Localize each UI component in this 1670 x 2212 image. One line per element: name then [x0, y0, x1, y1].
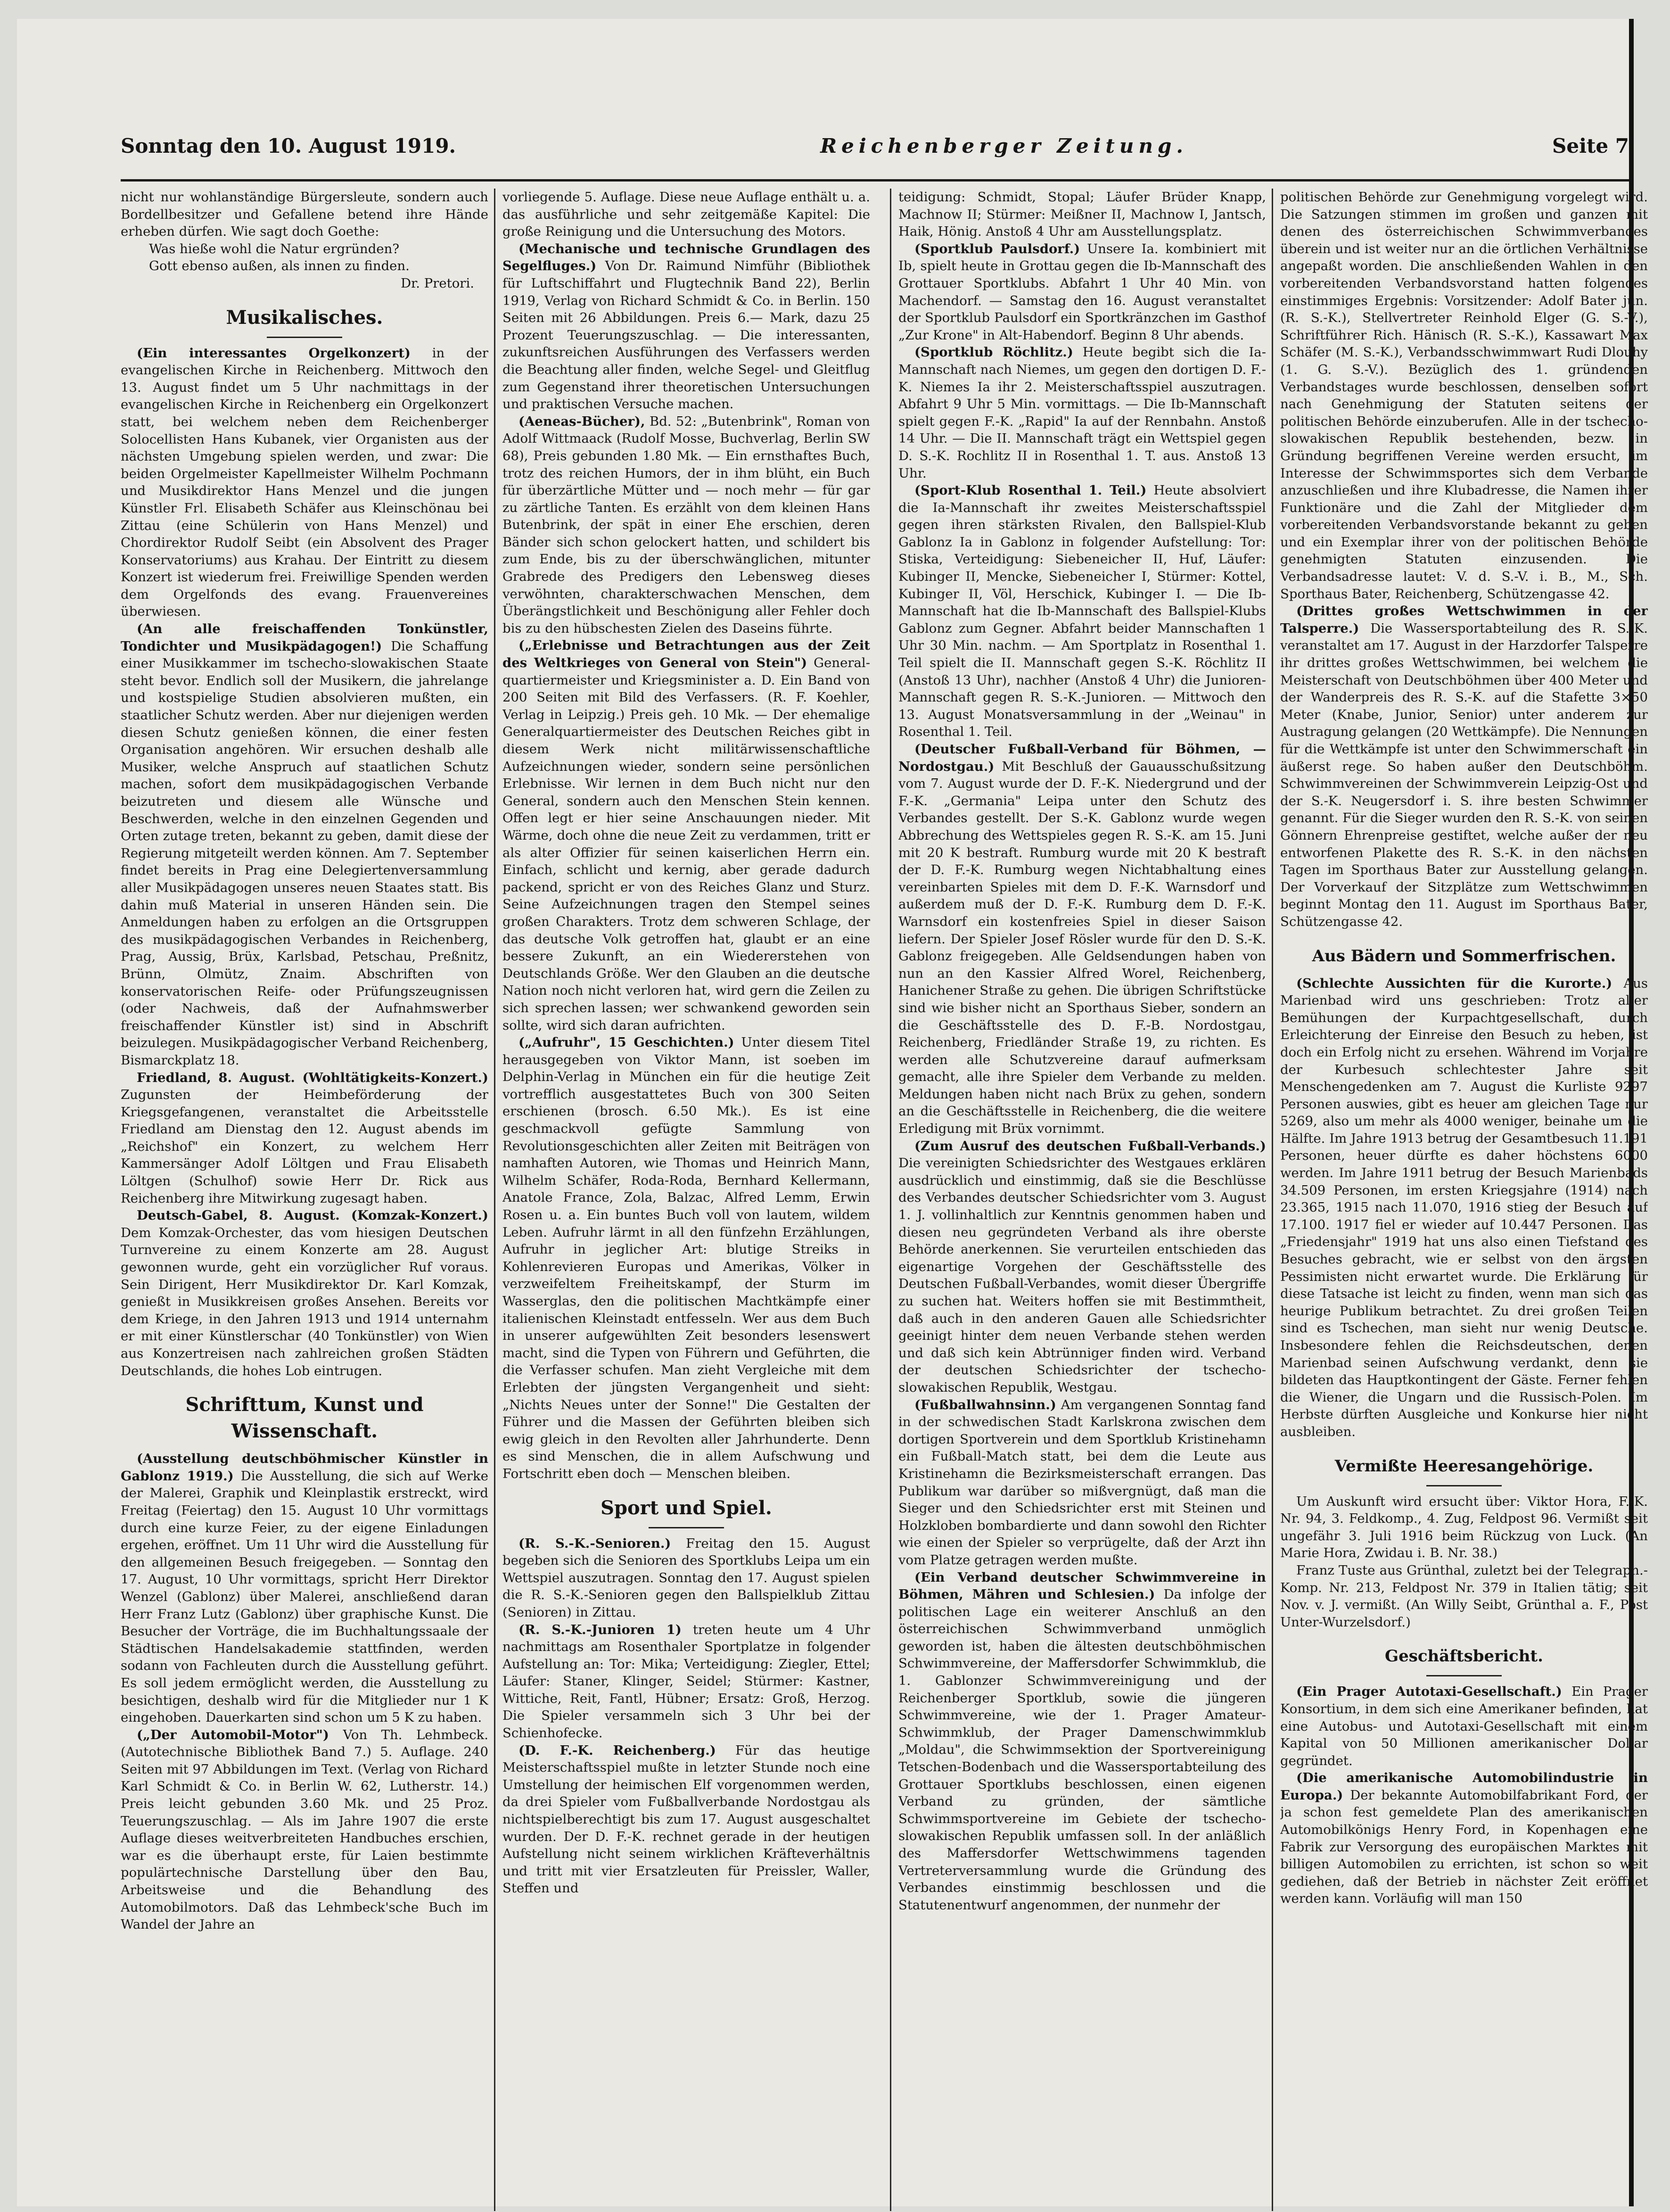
article-continuation: politischen Behörde zur Genehmigung vorgelegt wird. Die Satzungen stimmen im großen und ganzen mit denen des österreichischen Schwimmverbandes überein und ist weiter nur an die örtlichen Verhältnisse angepaßt worden. Die anschließenden Wahlen in den vorbereitenden Verbandsvorstand hatten folgendes einstimmiges Ergebnis: Vorsitzender: Adolf Bater jun. (R. S.-K.), Stellvertreter Reinhold Elger (G. S.-V.), Schriftführer Rich. Hänisch (R. S.-K.), Kassawart Max Schäfer (M. S.-K.), Verbandsschwimmwart Rudi Dlouhy (1. G. S.-V.). Bezüglich des 1. gründenden Verbandstages wurde beschlossen, denselben sofort nach Genehmigung der Statuten seitens der politischen Behörde einzuberufen. Alle in der tschecho-slowakischen Republik bestehenden, bezw. in Gründung begriffenen Vereine werden ersucht, im Interesse der Schwimmsportes sich dem Verbande anzuschließen und ihre Klubadresse, die Namen ihrer Funktionäre und die Zahl der Mitglieder dem vorbereitenden Verbandsvorstande bekannt zu geben und ein Exemplar ihrer von der politischen Behörde genehmigten Statuten einzusenden. Die Verbandsadresse lautet: V. d. S.-V. i. B., M., Sch. Sporthaus Bater, Reichenberg, Schützengasse 42. [1280, 190, 1648, 602]
column-divider [494, 189, 495, 2211]
article-continuation: teidigung: Schmidt, Stopal; Läufer Brüder Knapp, Machnow II; Stürmer: Meißner II, Machnow I, Jantsch, Haik, Hönig. Anstoß 4 Uhr am Ausstellungsplatz. [898, 190, 1266, 239]
item-title: („Aufruhr", 15 Geschichten.) [518, 1035, 734, 1050]
news-item [121, 1450, 488, 1726]
item-title: Deutsch-Gabel, 8. August. (Komzak-Konzert.) [137, 1208, 488, 1223]
item-title: (R. S.-K.-Junioren 1) [518, 1622, 682, 1637]
newspaper-title: Reichenberger Zeitung. [820, 134, 1188, 157]
section-heading-sport: Sport und Spiel. [601, 1496, 772, 1519]
item-body: Die Ausstellung, die sich auf Werke der Malerei, Graphik und Kleinplastik erstreckt, wird Freitag (Feiertag) den 15. August 10 Uhr vormittags durch eine kurze Feier, zu der eigene Einladungen ergehen, eröffnet. Um 11 Uhr wird die Ausstellung für den allgemeinen Besuch freigegeben. — Sonntag den 17. August, 10 Uhr vormittags, spricht Herr Direktor Wenzel (Gablonz) über Malerei, anschließend daran Herr Franz Lutz (Gablonz) über graphische Kunst. Die Besucher der Vorträge, die im Buchhaltungssaale der Städtischen Handelsakademie stattfinden, werden sodann von Fachleuten durch die Ausstellung geführt. Es soll jedem ermöglicht werden, die Ausstellung zu besichtigen, deshalb wird für die Mitglieder nur 1 K eingehoben. Dauerkarten sind schon um 5 K zu haben. [121, 1468, 488, 1725]
item-title: (Fußballwahnsinn.) [914, 1397, 1056, 1412]
header-rule [121, 179, 1629, 182]
heading-rule [1426, 1675, 1502, 1676]
heading-rule [649, 1527, 724, 1528]
news-item [502, 240, 870, 413]
column-3 [898, 189, 1266, 2211]
page-number: Seite 7 [1552, 134, 1629, 157]
verse-line: Gott ebenso außen, als innen zu finden. [149, 258, 410, 274]
item-body: Am vergangenen Sonntag fand in der schwedischen Stadt Karlskrona zwischen dem dortigen Sportverein und dem Sportklub Kristinehamn ein Fußball-Match statt, bei dem die Leute aus Kristinehamn die Bezirksmeisterschaft errangen. Das Publikum war darüber so mißvergnügt, daß man die Sieger und den Schiedsrichter erst mit Steinen und Holzkloben bombardierte und dann sowohl den Richter wie einen der Spieler so verprügelte, daß der Arzt ihn vom Platze getragen werden mußte. [898, 1397, 1266, 1568]
column-1 [121, 189, 488, 2211]
item-body: Die vereinigten Schiedsrichter des Westgaues erklären ausdrücklich und einstimmig, daß sie die Beschlüsse des Verbandes deutscher Schiedsrichter vom 3. August 1. J. vollinhaltlich zur Kenntnis genommen haben und diesen neu gegründeten Verband als ihre oberste Behörde anerkennen. Sie verurteilen entschieden das eigenartige Vorgehen der Geschäftsstelle des Deutschen Fußball-Verbandes, womit dieser Übergriffe zu suchen hat. Weiters hoffen sie mit Bestimmtheit, daß auch in den anderen Gauen alle Schiedsrichter geeinigt hinter dem neuen Verbande stehen werden und daß sich kein Abtrünniger finden wird. Verband der deutschen Schiedsrichter der tschecho-slowakischen Republik, Westgau. [898, 1156, 1266, 1395]
item-body: Zugunsten der Heimbeförderung der Kriegsgefangenen, veranstaltet die Arbeitsstelle Friedland am Dienstag den 12. August abends im „Reichshof" ein Konzert, zu welchem Herr Kammersänger Adolf Löltgen und Frau Elisabeth Löltgen (Schulhof) sowie Herr Dr. Rick aus Reichenberg ihre Mitwirkung zugesagt haben. [121, 1087, 488, 1206]
item-body: Die Wassersportabteilung des R. S.-K. veranstaltet am 17. August in der Harzdorfer Talsperre ihr drittes großes Wettschwimmen, bei welchem die Meisterschaft von Deutschböhmen über 400 Meter und der Wanderpreis des R. S.-K. auf die Stafette 3×50 Meter (Knabe, Junior, Senior) unter anderem zur Austragung gelangen (20 Wettkämpfe). Die Nennungen für die Wettkämpfe ist unter den Schwimmerschaft ein äußerst rege. So haben außer den Deutschböhm. Schwimmvereinen der Schwimmverein Leipzig-Ost und der S.-K. Neugersdorf i. S. ihre besten Schwimmer genannt. Für die Sieger wurden den R. S.-K. von seinen Gönnern Ehrenpreise gestiftet, welche außer der neu entworfenen Plakette des R. S.-K. in den nächsten Tagen im Sporthaus Bater zur Ausstellung gelangen. Der Vorverkauf der Sitzplätze zum Wettschwimmen beginnt Montag den 11. August im Sporthaus Bater, Schützengasse 42. [1280, 620, 1648, 929]
news-item [502, 1034, 870, 1482]
section-heading-missing-soldiers: Vermißte Heeresangehörige. [1334, 1456, 1594, 1476]
section-heading-literature: Schrifttum, Kunst und Wissenschaft. [185, 1394, 424, 1443]
section-heading-business: Geschäftsbericht. [1385, 1647, 1543, 1666]
column-2 [502, 189, 870, 2211]
item-body: Heute begibt sich die Ia-Mannschaft nach Niemes, um gegen den dortigen D. F.-K. Niemes Ia ihr 2. Meisterschaftsspiel auszutragen. Abfahrt 9 Uhr 5 Min. vormittags. — Die Ib-Mannschaft spielt gegen F.-K. „Rapid" Ia auf der Rennbahn. Anstoß 14 Uhr. — Die II. Mannschaft trägt ein Wettspiel gegen D. S.-K. Rochlitz II in Rosenthal 1. T. aus. Anstoß 13 Uhr. [898, 345, 1266, 481]
news-item [121, 1207, 488, 1379]
news-item: Franz Tuste aus Grünthal, zuletzt bei der Telegraph.-Komp. Nr. 213, Feldpost Nr. 379 in Italien tätig; seit Nov. v. J. vermißt. (An Willy Seibt, Grünthal a. F., Post Unter-Wurzelsdorf.) [1280, 1562, 1648, 1630]
section-heading-music: Musikalisches. [226, 306, 383, 329]
news-item [898, 344, 1266, 482]
news-item [1280, 603, 1648, 930]
column-divider [1272, 189, 1273, 2211]
item-title: (Ein interessantes Orgelkonzert) [137, 345, 411, 361]
item-title: (Deutscher Fußball-Verband für Böhmen, — Nordostgau.) [898, 742, 1266, 774]
news-item [898, 1569, 1266, 1914]
heading-rule [1426, 1485, 1502, 1486]
item-title: (Mechanische und technische Grundlagen des Segelfluges.) [502, 241, 870, 274]
item-title: (Sportklub Paulsdorf.) [914, 241, 1080, 256]
item-title: (Schlechte Aussichten für die Kurorte.) [1296, 975, 1612, 991]
item-body: Der bekannte Automobilfabrikant Ford, der ja schon fest gemeldete Plan des amerikanischen Automobilkönigs Henry Ford, in Kopenhagen eine Fabrik zur Versorgung des europäischen Marktes mit billigen Automobilen zu errichten, ist schon so weit gediehen, daß der Betrieb in nächster Zeit eröffnet werden kann. Vorläufig will man 150 [1280, 1787, 1648, 1907]
news-item [121, 1726, 488, 1933]
verse-line: Was hieße wohl die Natur ergründen? [149, 241, 400, 256]
column-divider [890, 189, 891, 2211]
item-body: Unsere Ia. kombiniert mit Ib, spielt heute in Grottau gegen die Ib-Mannschaft des Grottauer Sportklubs. Abfahrt 1 Uhr 40 Min. von Machendorf. — Samstag den 16. August veranstaltet der Sportklub Paulsdorf ein Sportkränzchen im Gasthof „Zur Krone" in Alt-Habendorf. Beginn 8 Uhr abends. [898, 241, 1266, 343]
news-item [898, 1138, 1266, 1396]
news-item [502, 1742, 870, 1897]
item-title: (Ein Verband deutscher Schwimmvereine in Böhmen, Mähren und Schlesien.) [898, 1569, 1266, 1602]
page-header [121, 134, 1629, 177]
item-body: Freitag den 15. August begeben sich die Senioren des Sportklubs Leipa um ein Wettspiel auszutragen. Sonntag den 17. August spielen die R. S.-K.-Senioren gegen den Ballspielklub Zittau (Senioren) in Zittau. [502, 1535, 870, 1620]
news-item [1280, 1683, 1648, 1769]
news-item [121, 1069, 488, 1207]
item-title: (Die amerikanische Automobilindustrie in Europa.) [1280, 1770, 1648, 1803]
item-body: in der evangelischen Kirche in Reichenberg. Mittwoch den 13. August findet um 5 Uhr nachmittags in der evangelischen Kirche in Reichenberg ein Orgelkonzert statt, bei welchem neben dem Reichenberger Solocellisten Hans Kubanek, vier Organisten aus der nächsten Umgebung spielen werden, und zwar: Die beiden Orgelmeister Kapellmeister Wilhelm Pochmann und Musikdirektor Hans Menzel und die jungen Künstler Frl. Elisabeth Schäfer aus Kleinschönau bei Zittau (eine Schülerin von Hans Menzel) und Chordirektor Rudolf Seibt (ein Absolvent des Prager Konservatoriums) aus Krahau. Der Eintritt zu diesem Konzert ist wiederum frei. Freiwillige Spenden werden dem Orgelfonds des evang. Frauenvereines überwiesen. [121, 345, 488, 619]
item-title: (An alle freischaffenden Tonkünstler, Tondichter und Musikpädagogen!) [121, 621, 488, 654]
item-title: („Der Automobil-Motor") [137, 1727, 329, 1742]
item-title: (D. F.-K. Reichenberg.) [518, 1742, 716, 1758]
item-title: (R. S.-K.-Senioren.) [518, 1535, 671, 1551]
news-item [502, 637, 870, 1034]
news-item [1280, 1769, 1648, 1907]
item-body: Die Schaffung einer Musikkammer im tschecho-slowakischen Staate steht bevor. Endlich soll der Musikern, die jahrelange und kostspielige Studien absolvieren mußten, ein staatlicher Schutz werden. Aber nur diejenigen werden diesen Schutz genießen können, die einer festen Organisation angehören. Wir ersuchen deshalb alle Musiker, welche Anspruch auf staatlichen Schutz machen, sofort dem musikpädagogischen Verbande beizutreten und diesem alle Wünsche und Beschwerden, welche in den einzelnen Gegenden und Orten zutage treten, bekannt zu geben, damit diese der Regierung mitgeteilt werden können. Am 7. September findet bereits in Prag eine Delegiertenversammlung aller Musikpädagogen unseres neuen Staates statt. Bis dahin muß Material in unseren Händen sein. Die Anmeldungen haben zu erfolgen an die Ortsgruppen des musikpädagogischen Verbandes in Reichenberg, Prag, Aussig, Brüx, Karlsbad, Petschau, Preßnitz, Brünn, Olmütz, Znaim. Abschriften von konservatorischen Reife- oder Prüfungszeugnissen (oder Nachweis, daß der Aufnahmswerber freischaffender Künstler ist) sind in Abschrift beizulegen. Musikpädagogischer Verband Reichenberg, Bismarckplatz 18. [121, 638, 488, 1068]
column-4 [1280, 189, 1648, 2211]
item-body: Von Dr. Raimund Nimführ (Bibliothek für Luftschiffahrt und Flugtechnik Band 22), Berlin 1919, Verlag von Richard Schmidt & Co. in Berlin. 150 Seiten mit 26 Abbildungen. Preis 6.— Mark, dazu 25 Prozent Teuerungszuschlag. — Die interessanten, zukunftsreichen Ausführungen des Verfassers werden die Beachtung aller finden, welche Segel- und Gleitflug zum Gegenstand ihrer theoretischen Untersuchungen und praktischen Versuche machen. [502, 258, 870, 412]
news-item [121, 345, 488, 621]
newspaper-page [17, 19, 1648, 2206]
section-heading-baths: Aus Bädern und Sommerfrischen. [1312, 946, 1616, 966]
item-body: Unter diesem Titel herausgegeben von Viktor Mann, ist soeben im Delphin-Verlag in München ein für die heutige Zeit vortrefflich ausgestattetes Buch von 300 Seiten erschienen (brosch. 6.50 Mk.). Es ist eine geschmackvoll gefügte Sammlung von Revolutionsgeschichten aller Zeiten mit Beiträgen von namhaften Autoren, wie Thomas und Heinrich Mann, Wilhelm Schäfer, Roda-Roda, Bernhard Kellermann, Anatole France, Zola, Balzac, Alfred Lemm, Erwin Rosen u. a. Ein buntes Buch voll von lautem, wildem Leben. Aufruhr lärmt in all den fünfzehn Erzählungen, Aufruhr in jeglicher Art: blutige Streiks in Kohlenrevieren Europas und Amerikas, Völker in verzweifeltem Freiheitskampf, der Sturm im Wasserglas, den die politischen Machtkämpfe einer italienischen Kleinstadt entfesseln. Wer aus dem Buch in unserer aufgewühlten Zeit besonders lesenswert macht, sind die Typen von Führern und Geführten, die die Verfasser schufen. Man zieht Vergleiche mit dem Erlebten der jüngsten Vergangenheit und sieht: „Nichts Neues unter der Sonne!" Die Gestalten der Führer und die Massen der Geführten bleiben sich ewig gleich in den Revolten aller Jahrhunderte. Denn es sind Menschen, die in allem Aufschwung und Fortschritt eben doch — Menschen bleiben. [502, 1035, 870, 1481]
item-body: Von Th. Lehmbeck. (Autotechnische Bibliothek Band 7.) 5. Auflage. 240 Seiten mit 97 Abbildungen im Text. (Verlag von Richard Karl Schmidt & Co. in Berlin W. 62, Lutherstr. 14.) Preis leicht gebunden 3.60 Mk. und 25 Proz. Teuerungszuschlag. — Als im Jahre 1907 die erste Auflage dieses weitverbreiteten Handbuches erschien, war es die überhaupt erste, für Laien bestimmte populärtechnische Darstellung über den Bau, Arbeitsweise und die Behandlung des Automobilmotors. Daß das Lehmbeck'sche Buch im Wandel der Jahre an [121, 1727, 488, 1932]
news-item [121, 620, 488, 1069]
item-body: Dem Komzak-Orchester, das vom hiesigen Deutschen Turnvereine zu einem Konzerte am 28. August gewonnen wurde, geht ein vorzüglicher Ruf voraus. Sein Dirigent, Herr Musikdirektor Dr. Karl Komzak, genießt in Musikkreisen großes Ansehen. Bereits vor dem Kriege, in den Jahren 1913 und 1914 unternahm er mit einer Künstlerschar (40 Tonkünstler) von Wien aus Konzertreisen nach zahlreichen großen Städten Deutschlands, die hohes Lob eintrugen. [121, 1225, 488, 1378]
item-title: (Zum Ausruf des deutschen Fußball-Verbands.) [914, 1138, 1266, 1154]
item-body: Ein Prager Konsortium, in dem sich eine Amerikaner befinden, hat eine Autobus- und Autotaxi-Gesellschaft mit einem Kapital von 50 Millionen amerikanischer Dollar gegründet. [1280, 1684, 1648, 1768]
item-body: Mit Beschluß der Gauausschußsitzung vom 7. August wurde der D. F.-K. Niedergrund und der F.-K. „Germania" Leipa unter den Schutz des Verbandes gestellt. Der S.-K. Gablonz wurde wegen Abbrechung des Wettspieles gegen R. S.-K. am 15. Juni mit 20 K bestraft. Rumburg wurde mit 20 K bestraft der D. F.-K. Rumburg wegen Nichtabhaltung eines vereinbarten Spieles mit dem D. F.-K. Warnsdorf und außerdem muß der D. F.-K. Rumburg dem D. F.-K. Warnsdorf ein kostenfreies Spiel in dieser Saison liefern. Der Spieler Josef Rösler wurde für den D. S.-K. Gablonz freigegeben. Alle Geldsendungen haben von nun an den Kassier Alfred Worel, Reichenberg, Hanichener Straße zu gehen. Die übrigen Schriftstücke sind wie bisher nicht an Sporthaus Sieber, sondern an die Geschäftsstelle des D. F.-B. Nordostgau, Reichenberg, Friedländer Straße 19, zu richten. Es werden alle Schutzvereine darauf aufmerksam gemacht, alle ihre Spieler dem Verbande zu melden. Meldungen haben nicht nach Brüx zu gehen, sondern an die Geschäftsstelle in Reichenberg, die die weitere Erledigung mit Brüx vornimmt. [898, 759, 1266, 1137]
item-body: Bd. 52: „Butenbrink", Roman von Adolf Wittmaack (Rudolf Mosse, Buchverlag, Berlin SW 68), Preis gebunden 1.80 Mk. — Ein ernsthaftes Buch, trotz des reichen Humors, der in ihm blüht, ein Buch für überzärtliche Mütter und — noch mehr — für gar zu zärtliche Tanten. Es erzählt von dem kleinen Hans Butenbrink, der spät in einer Ehe erschien, deren Bänder sich schon gelockert hatten, und schildert bis zum Ende, bis zu der überschwänglichen, mitunter Grabrede des Predigers den Lebensweg dieses verwöhnten, charakterschwachen Menschen, dem Überängstlichkeit und Beschönigung aller Fehler doch bis zu den hübschesten Zielen des Daseins führte. [502, 413, 870, 636]
news-item [898, 482, 1266, 741]
item-body: Für das heutige Meisterschaftsspiel mußte in letzter Stunde noch eine Umstellung der heimischen Elf vorgenommen werden, da drei Spieler vom Fußballverbande Nordostgau als nichtspielberechtigt bis zum 17. August ausgeschaltet wurden. Der D. F.-K. rechnet gerade in der heutigen Aufstellung nicht seinem wirklichen Kräfteverhältnis und tritt mit vier Ersatzleuten für Preissler, Waller, Steffen und [502, 1742, 870, 1896]
article-continuation: nicht nur wohlanständige Bürgersleute, sondern auch Bordellbesitzer und Gefallene betend ihre Hände erheben dürfen. Wie sagt doch Goethe: [121, 190, 488, 239]
item-title: (Sport-Klub Rosenthal 1. Teil.) [914, 483, 1147, 498]
item-title: (Sportklub Röchlitz.) [914, 345, 1073, 360]
item-title: (Drittes großes Wettschwimmen in der Talsperre.) [1280, 603, 1648, 636]
news-item [898, 741, 1266, 1138]
item-title: („Erlebnisse und Betrachtungen aus der Zeit des Weltkrieges von General von Stein") [502, 638, 870, 671]
heading-rule [267, 337, 342, 338]
news-item [898, 1396, 1266, 1569]
item-body: treten heute um 4 Uhr nachmittags am Rosenthaler Sportplatze in folgender Aufstellung an: Tor: Mika; Verteidigung: Ziegler, Ettel; Läufer: Staner, Klinger, Seidel; Stürmer: Kastner, Wittiche, Reit, Fantl, Hübner; Ersatz: Groß, Herzog. Die Spieler versammeln sich 3 Uhr bei der Schienhofecke. [502, 1622, 870, 1741]
item-body: General-quartiermeister und Kriegsminister a. D. Ein Band von 200 Seiten mit Bild des Verfassers. (R. F. Koehler, Verlag in Leipzig.) Preis geh. 10 Mk. — Der ehemalige Generalquartiermeister des Deutschen Reiches gibt in diesem Werk nicht militärwissenschaftliche Aufzeichnungen wieder, sondern seine persönlichen Erlebnisse. Wir lernen in dem Buch nicht nur den General, sondern auch den Menschen Stein kennen. Offen legt er hier seine Anschauungen nieder. Mit Wärme, doch ohne die neue Zeit zu verdammen, tritt er als alter Offizier für seinen kaiserlichen Herrn ein. Einfach, schlicht und kernig, aber gerade dadurch packend, spricht er von des Reiches Glanz und Sturz. Seine Aufzeichnungen tragen den Stempel seines großen Charakters. Trotz dem schweren Schlage, der das deutsche Volk getroffen hat, glaubt er an eine bessere Zukunft, an ein Wiedererstehen von Deutschlands Größe. Wer den Glauben an die deutsche Nation noch nicht verloren hat, wird gern die Zeilen zu sich sprechen lassen; wer schwankend geworden sein sollte, wird sich daran aufrichten. [502, 655, 870, 1033]
item-body: Aus Marienbad wird uns geschrieben: Trotz aller Bemühungen der Kurpachtgesellschaft, durch Erleichterung der Einreise den Besuch zu heben, ist doch ein Erfolg nicht zu ersehen. Während im Vorjahre der Kurbesuch schlechtester Jahre seit Menschengedenken am 7. August die Kurliste 9297 Personen auswies, gibt es heuer am gleichen Tage nur 5269, also um mehr als 4000 weniger, beinahe um die Hälfte. Im Jahre 1913 betrug der Gesamtbesuch 11.191 Personen, heuer dürfte es daher höchstens 6000 werden. Im Jahre 1911 betrug der Besuch Marienbads 34.509 Personen, im ersten Kriegsjahre (1914) nach 23.365, 1915 nach 11.070, 1916 stieg der Besuch auf 17.100. 1917 fiel er wieder auf 10.447 Personen. Das „Friedensjahr" 1919 hat uns also einen Tiefstand des Besuches gebracht, wie er selbst von den ärgsten Pessimisten nicht erwartet wurde. Die Erklärung für diese Tatsache ist leicht zu finden, wenn man sich das heurige Publikum betrachtet. Zu drei großen Teilen sind es Tschechen, man sieht nur wenig Deutsche. Insbesondere fehlen die Reichsdeutschen, denen Marienbad seinen Aufschwung verdankt, denn sie bildeten das Hauptkontingent der Gäste. Ferner fehlen die Wiener, die Ungarn und die Russisch-Polen. Im Herbste dürften Ausgleiche und Konkurse hier nicht ausbleiben. [1280, 975, 1648, 1439]
item-title: Friedland, 8. August. (Wohltätigkeits-Konzert.) [137, 1070, 488, 1085]
article-continuation: vorliegende 5. Auflage. Diese neue Auflage enthält u. a. das ausführliche und sehr zeitgemäße Kapitel: Die große Reinigung und die Untersuchung des Motors. [502, 190, 870, 239]
item-body: Heute absolviert die Ia-Mannschaft ihr zweites Meisterschaftsspiel gegen ihren stärksten Rivalen, den Ballspiel-Klub Gablonz Ia in Gablonz in folgender Aufstellung: Tor: Stiska, Verteidigung: Siebeneicher II, Huf, Läufer: Kubinger II, Mencke, Siebeneicher I, Stürmer: Kottel, Kubinger II, Völ, Herschick, Kubinger I. — Die Ib-Mannschaft hat die Ib-Mannschaft des Ballspiel-Klubs Gablonz zum Gegner. Abfahrt beider Mannschaften 1 Uhr 30 Min. nachm. — Am Sportplatz in Rosenthal 1. Teil spielt die II. Mannschaft gegen S.-K. Röchlitz II (Anstoß 13 Uhr), nachher (Anstoß 4 Uhr) die Junioren-Mannschaft gegen R. S.-K.-Junioren. — Mittwoch den 13. August Monatsversammlung in der „Weinau" in Rosenthal 1. Teil. [898, 483, 1266, 740]
news-item [1280, 975, 1648, 1441]
header-date: Sonntag den 10. August 1919. [121, 134, 456, 157]
news-item [898, 240, 1266, 344]
news-item [502, 413, 870, 637]
item-title: (Ausstellung deutschböhmischer Künstler in Gablonz 1919.) [121, 1451, 488, 1484]
news-item [502, 1535, 870, 1621]
item-title: (Ein Prager Autotaxi-Gesellschaft.) [1296, 1684, 1562, 1700]
news-item [502, 1621, 870, 1742]
news-item: Um Auskunft wird ersucht über: Viktor Hora, F.-K. Nr. 94, 3. Feldkomp., 4. Zug, Feldpost 96. Vermißt seit ungefähr 3. Juli 1916 beim Rückzug von Luck. (An Marie Hora, Zwidau i. B. Nr. 38.) [1280, 1494, 1648, 1561]
author-signature: Dr. Pretori. [401, 275, 474, 291]
item-title: (Aeneas-Bücher), [518, 413, 645, 429]
item-body: Da infolge der politischen Lage ein weiterer Anschluß an den österreichischen Schwimmverband unmöglich geworden ist, haben die ältesten deutschböhmischen Schwimmvereine, der Maffersdorfer Schwimmklub, die 1. Gablonzer Schwimmvereinigung und der Reichenberger Sportklub, sowie die jüngeren Schwimmvereine, wie der 1. Prager Amateur-Schwimmklub, der Prager Damenschwimmklub „Moldau", die Schwimmsektion der Sportvereinigung Tetschen-Bodenbach und die Wassersportabteilung des Grottauer Sportklubs beschlossen, einen eigenen Verband zu gründen, der sämtliche Schwimmsportvereine im Gebiete der tschecho-slowakischen Republik umfassen soll. In der anläßlich des Maffersdorfer Wettschwimmens tagenden Vertreterversammlung wurde die Gründung des Verbandes einstimmig beschlossen und die Statutenentwurf angenommen, der nunmehr der [898, 1587, 1266, 1913]
